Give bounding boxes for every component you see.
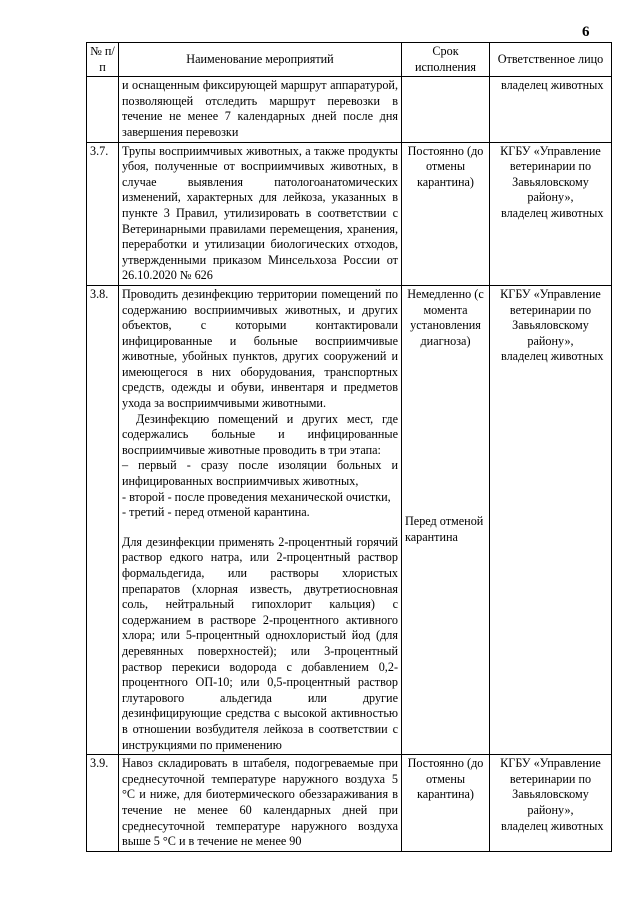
row-number: 3.7. (87, 142, 119, 285)
row-number (87, 77, 119, 142)
table-row (87, 77, 612, 142)
term-text: Немедленно (с момента установления диагноза) (407, 286, 484, 348)
responsible-owner: владелец животных (501, 78, 604, 93)
responsible-owner: владелец животных (501, 349, 604, 364)
table-row (87, 142, 612, 285)
header-term: Срок исполнения (402, 43, 490, 77)
row-responsible (490, 77, 612, 142)
row-term (402, 77, 490, 142)
row-responsible (490, 755, 612, 852)
measures-table (86, 42, 612, 852)
table-row (87, 285, 612, 754)
row-responsible (490, 142, 612, 285)
responsible-org: КГБУ «Управление ветеринарии по Завьяловскому району», (500, 286, 601, 348)
row-term (402, 285, 490, 754)
row-term (402, 142, 490, 285)
action-paragraph: - второй - после проведения механической очистки, (122, 489, 391, 504)
responsible-owner: владелец животных (501, 818, 604, 833)
term-text-later: Перед отменой карантина (405, 514, 484, 544)
action-paragraph: Для дезинфекции применять 2-процентный горячий раствор едкого натра, или 2-процентный раствор формальдегида, или растворы хлористых препаратов (хлорная известь, двутретиосновная соль, нейтральный гипохлорит кальция) с содержанием в растворе 2-процентного активного хлора; или 5-процентный однохлористый йод (для деревянных поверхностей); или 3-процентный раствор перекиси водорода с добавлением 0,2-процентного ОП-10; или 0,5-процентный раствор глутарового альдегида или другие дезинфицирующие средства с высокой активностью в отношении возбудителя лейкоза в соответствии с инструкциями по применению (122, 534, 398, 752)
row-responsible (490, 285, 612, 754)
row-action (119, 755, 402, 852)
table-header-row (87, 43, 612, 77)
table-row (87, 755, 612, 852)
header-action: Наименование мероприятий (119, 43, 402, 77)
row-number: 3.8. (87, 285, 119, 754)
row-action (119, 142, 402, 285)
term-text: Постоянно (до отмены карантина) (407, 143, 484, 189)
responsible-org: КГБУ «Управление ветеринарии по Завьяловскому району», (500, 143, 601, 205)
action-paragraph: Навоз складировать в штабеля, подогреваемые при среднесуточной температуре наружного воздуха 5 °С и ниже, для биотермического обеззараживания в течение не менее 60 календарных дней при среднесуточной температуре наружного воздуха выше 5 °С и в течение не менее 90 (122, 756, 398, 849)
row-action (119, 285, 402, 754)
row-number: 3.9. (87, 755, 119, 852)
responsible-org: КГБУ «Управление ветеринарии по Завьяловскому району», (500, 756, 601, 817)
action-paragraph: – первый - сразу после изоляции больных и инфицированных восприимчивых животных, (122, 458, 398, 489)
action-paragraph: Дезинфекцию помещений и других мест, где содержались больные и инфицированные восприимчивые животные проводить в три этапа: (122, 411, 398, 457)
row-action (119, 77, 402, 142)
term-text: Постоянно (до отмены карантина) (407, 756, 484, 802)
page-number: 6 (582, 24, 590, 40)
row-term (402, 755, 490, 852)
action-paragraph: Проводить дезинфекцию территории помещений по содержанию восприимчивых животных, и других объектов, с которыми контактировали инфицированные и больные восприимчивые животные, убойных пунктов, других сооружений и имеющегося в них оборудования, транспортных средств, одежды и обуви, инвентаря и предметов ухода за восприимчивыми животными. (122, 286, 398, 411)
action-paragraph: - третий - перед отменой карантина. (122, 505, 310, 520)
header-responsible: Ответственное лицо (490, 43, 612, 77)
action-paragraph: Трупы восприимчивых животных, а также продукты убоя, полученные от восприимчивых животных, в случае выявления патологоанатомических изменений, характерных для лейкоза, указанных в пункте 3 Правил, утилизировать в соответствии с Ветеринарными правилами перемещения, хранения, переработки и утилизации биологических отходов, утвержденными приказом Минсельхоза России от 26.10.2020 № 626 (122, 143, 398, 283)
action-paragraph: и оснащенным фиксирующей маршрут аппаратурой, позволяющей отследить маршрут перевозки в течение не менее 7 календарных дней после дня завершения перевозки (122, 78, 398, 139)
header-number: № п/п (87, 43, 119, 77)
responsible-owner: владелец животных (501, 205, 604, 220)
